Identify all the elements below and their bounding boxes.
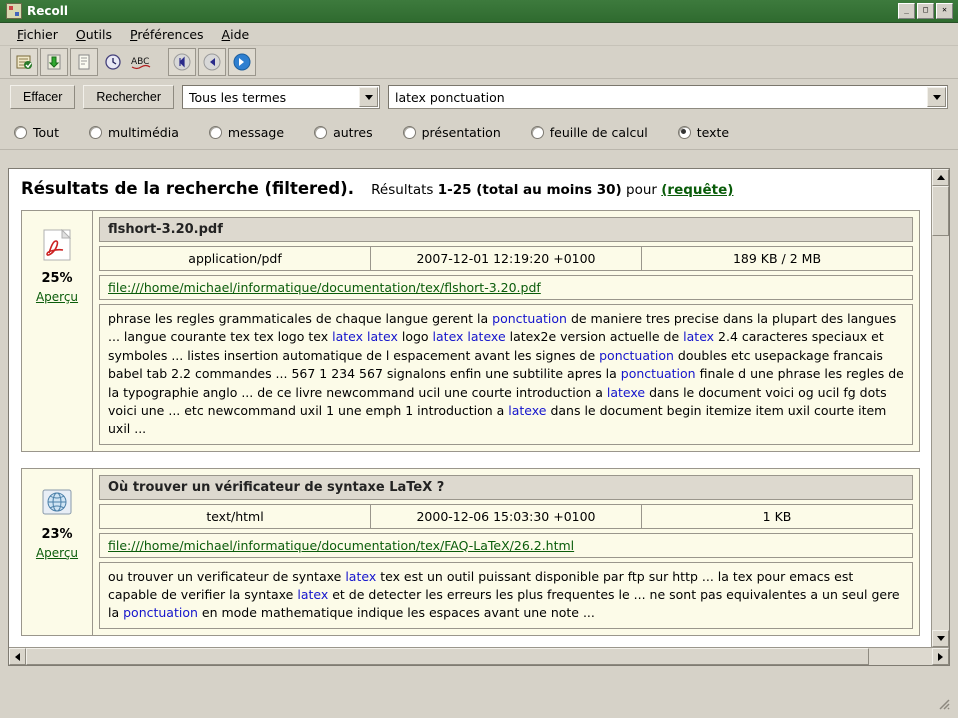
highlighted-term: ponctuation [492, 311, 567, 326]
result-meta [99, 246, 913, 271]
category-feuille-de-calcul[interactable] [531, 125, 648, 140]
highlighted-term: latexe [508, 402, 547, 418]
result-relevance: 25% [41, 271, 73, 286]
result-date: 2000-12-06 15:03:30 +0100 [371, 505, 642, 528]
highlighted-term: ponctuation [620, 366, 696, 382]
radio-multimedia-icon[interactable] [89, 126, 102, 139]
nav-first-button[interactable] [168, 48, 196, 76]
results-vertical-scrollbar[interactable] [931, 169, 949, 647]
category-texte-label: texte [696, 124, 730, 140]
search-bar [0, 79, 958, 115]
result-snippet: phrase les regles grammaticales de chaque langue gerent la ponctuation de maniere tres precise dans la plupart des langues ... langue courante tex tex logo tex latex latex logo latex latexe latex2e version actuelle de latex 2.4 caracteres speciaux et symboles ... listes insertion automatique de l espacement avant les signes de ponctuation doubles etc usepackage francais babel tab 2.2 commandes ... 567 1 234 567 signalons enfin une subtilite apres la ponctuation finale d une phrase les regles de la typographie anglo ... de ce livre newcommand ucil une courte introduction a latexe dans le document voici og ucil fg dots voici une ... etc newcommand uxil 1 une emph 1 introduction a latexe dans le document begin itemize item uxil courte item uxil ... [99, 304, 913, 445]
title-bar [0, 0, 958, 23]
result-title[interactable]: Où trouver un vérificateur de syntaxe LaTeX ? [99, 475, 913, 500]
menu-fichier-label-rest: ichier [23, 26, 58, 42]
resize-grip-icon[interactable] [936, 696, 950, 710]
category-message[interactable] [209, 125, 284, 140]
window-controls [898, 3, 955, 19]
pdf-icon [43, 229, 71, 261]
category-feuille-de-calcul-label: feuille de calcul [549, 124, 648, 140]
nav-back-button[interactable] [198, 48, 226, 76]
result-item [21, 468, 920, 636]
minimize-button[interactable]: _ [898, 3, 915, 19]
menu-aide-label-rest: ide [230, 26, 250, 42]
result-snippet: ou trouver un verificateur de syntaxe latex tex est un outil puissant disponible par ftp sur http ... la tex pour emacs est capable de verifier la syntaxe latex et de detecter les erreurs les plus frequentes le ... ne sont pas equivalentes a un seul gere la ponctuation en mode mathematique indique les espaces avant une note ... [99, 562, 913, 629]
menu-preferences[interactable]: Préférences [130, 26, 204, 42]
horizontal-scroll-thumb[interactable] [26, 648, 869, 665]
category-presentation[interactable] [403, 125, 501, 140]
radio-feuille-de-calcul-icon[interactable] [531, 126, 544, 139]
result-body [93, 211, 919, 451]
category-autres[interactable] [314, 125, 373, 140]
abc-spell-icon[interactable] [128, 49, 154, 75]
menu-aide[interactable]: Aide [221, 26, 250, 42]
results-count-prefix: Résultats [371, 182, 434, 198]
highlighted-term: latex latex [332, 329, 398, 345]
result-size: 189 KB / 2 MB [732, 251, 822, 266]
update-index-button[interactable] [10, 48, 38, 76]
nav-forward-button[interactable] [228, 48, 256, 76]
results-count-range: 1-25 (total au moins 30) [437, 182, 622, 198]
scroll-up-button[interactable] [932, 169, 949, 186]
result-icon-column [22, 211, 93, 451]
recoll-icon [6, 3, 22, 19]
category-filter-bar [0, 115, 958, 150]
category-multimedia[interactable] [89, 125, 179, 140]
radio-texte-icon[interactable] [678, 126, 691, 139]
highlighted-term: latex [297, 587, 329, 602]
category-tout[interactable] [14, 125, 59, 140]
highlighted-term: latexe [606, 384, 646, 400]
page-title: Résultats de la recherche (filtered). [21, 179, 354, 198]
menu-outils[interactable]: Outils [75, 26, 112, 42]
scroll-right-button[interactable] [932, 648, 949, 665]
result-icon-column [22, 469, 93, 635]
result-size: 1 KB [762, 508, 792, 524]
result-preview-link[interactable]: Aperçu [35, 545, 79, 560]
menu-fichier[interactable]: Fichier [17, 26, 58, 42]
menu-outils-label-rest: utils [85, 26, 112, 42]
search-input[interactable] [388, 85, 948, 109]
query-link[interactable]: (requête) [661, 182, 734, 198]
radio-autres-icon[interactable] [314, 126, 327, 139]
category-presentation-label: présentation [421, 124, 501, 140]
status-bar [8, 680, 950, 710]
html-icon [42, 487, 72, 517]
search-mode-value: Tous les termes [189, 89, 287, 105]
advanced-search-button[interactable] [100, 49, 126, 75]
category-texte[interactable] [678, 125, 729, 140]
highlighted-term: ponctuation [599, 347, 674, 363]
chevron-down-icon[interactable] [359, 87, 378, 107]
highlighted-term: latex latexe [432, 329, 506, 345]
toggle-index-button[interactable] [40, 48, 68, 76]
highlighted-term: ponctuation [123, 605, 198, 621]
category-autres-label: autres [333, 124, 373, 140]
vertical-scroll-thumb[interactable] [932, 186, 949, 236]
window-title: Recoll [27, 4, 68, 18]
close-button[interactable]: ✕ [936, 3, 953, 19]
result-mime: text/html [100, 505, 371, 528]
result-title[interactable]: flshort-3.20.pdf [99, 217, 913, 242]
radio-presentation-icon[interactable] [403, 126, 416, 139]
results-list [9, 169, 932, 647]
clear-button[interactable]: Effacer [10, 85, 75, 109]
menu-bar [0, 23, 958, 46]
result-url-link[interactable]: file:///home/michael/informatique/documentation/tex/flshort-3.20.pdf [99, 275, 913, 300]
results-header [21, 179, 920, 198]
radio-message-icon[interactable] [209, 126, 222, 139]
scroll-down-button[interactable] [932, 630, 949, 647]
search-mode-select[interactable] [182, 85, 380, 109]
highlighted-term: latex [345, 568, 377, 584]
category-multimedia-label: multimédia [107, 124, 179, 140]
result-meta [99, 504, 913, 529]
results-horizontal-scrollbar[interactable] [9, 647, 949, 665]
result-item [21, 210, 920, 452]
result-mime: application/pdf [100, 247, 371, 270]
result-relevance: 23% [41, 526, 73, 542]
result-body [93, 469, 919, 635]
results-count-middle: pour [626, 182, 657, 198]
result-date: 2007-12-01 12:19:20 +0100 [371, 247, 642, 270]
category-message-label: message [227, 124, 285, 140]
scroll-left-button[interactable] [9, 648, 26, 665]
result-url-link[interactable]: file:///home/michael/informatique/documentation/tex/FAQ-LaTeX/26.2.html [99, 533, 913, 558]
tool-bar [0, 46, 958, 79]
highlighted-term: latex [683, 329, 715, 345]
maximize-button[interactable]: □ [917, 3, 934, 19]
search-button[interactable]: Rechercher [83, 85, 174, 109]
external-index-button[interactable] [70, 48, 98, 76]
svg-text:ABC: ABC [131, 57, 150, 67]
history-chevron-down-icon[interactable] [927, 87, 946, 107]
result-preview-link[interactable]: Aperçu [35, 290, 79, 304]
radio-tout-icon[interactable] [14, 126, 27, 139]
results-scroll-area [9, 169, 949, 647]
category-tout-label: Tout [33, 124, 59, 140]
results-panel [8, 168, 950, 666]
menu-preferences-label-rest: références [137, 26, 204, 42]
search-input-value: latex ponctuation [395, 89, 505, 105]
